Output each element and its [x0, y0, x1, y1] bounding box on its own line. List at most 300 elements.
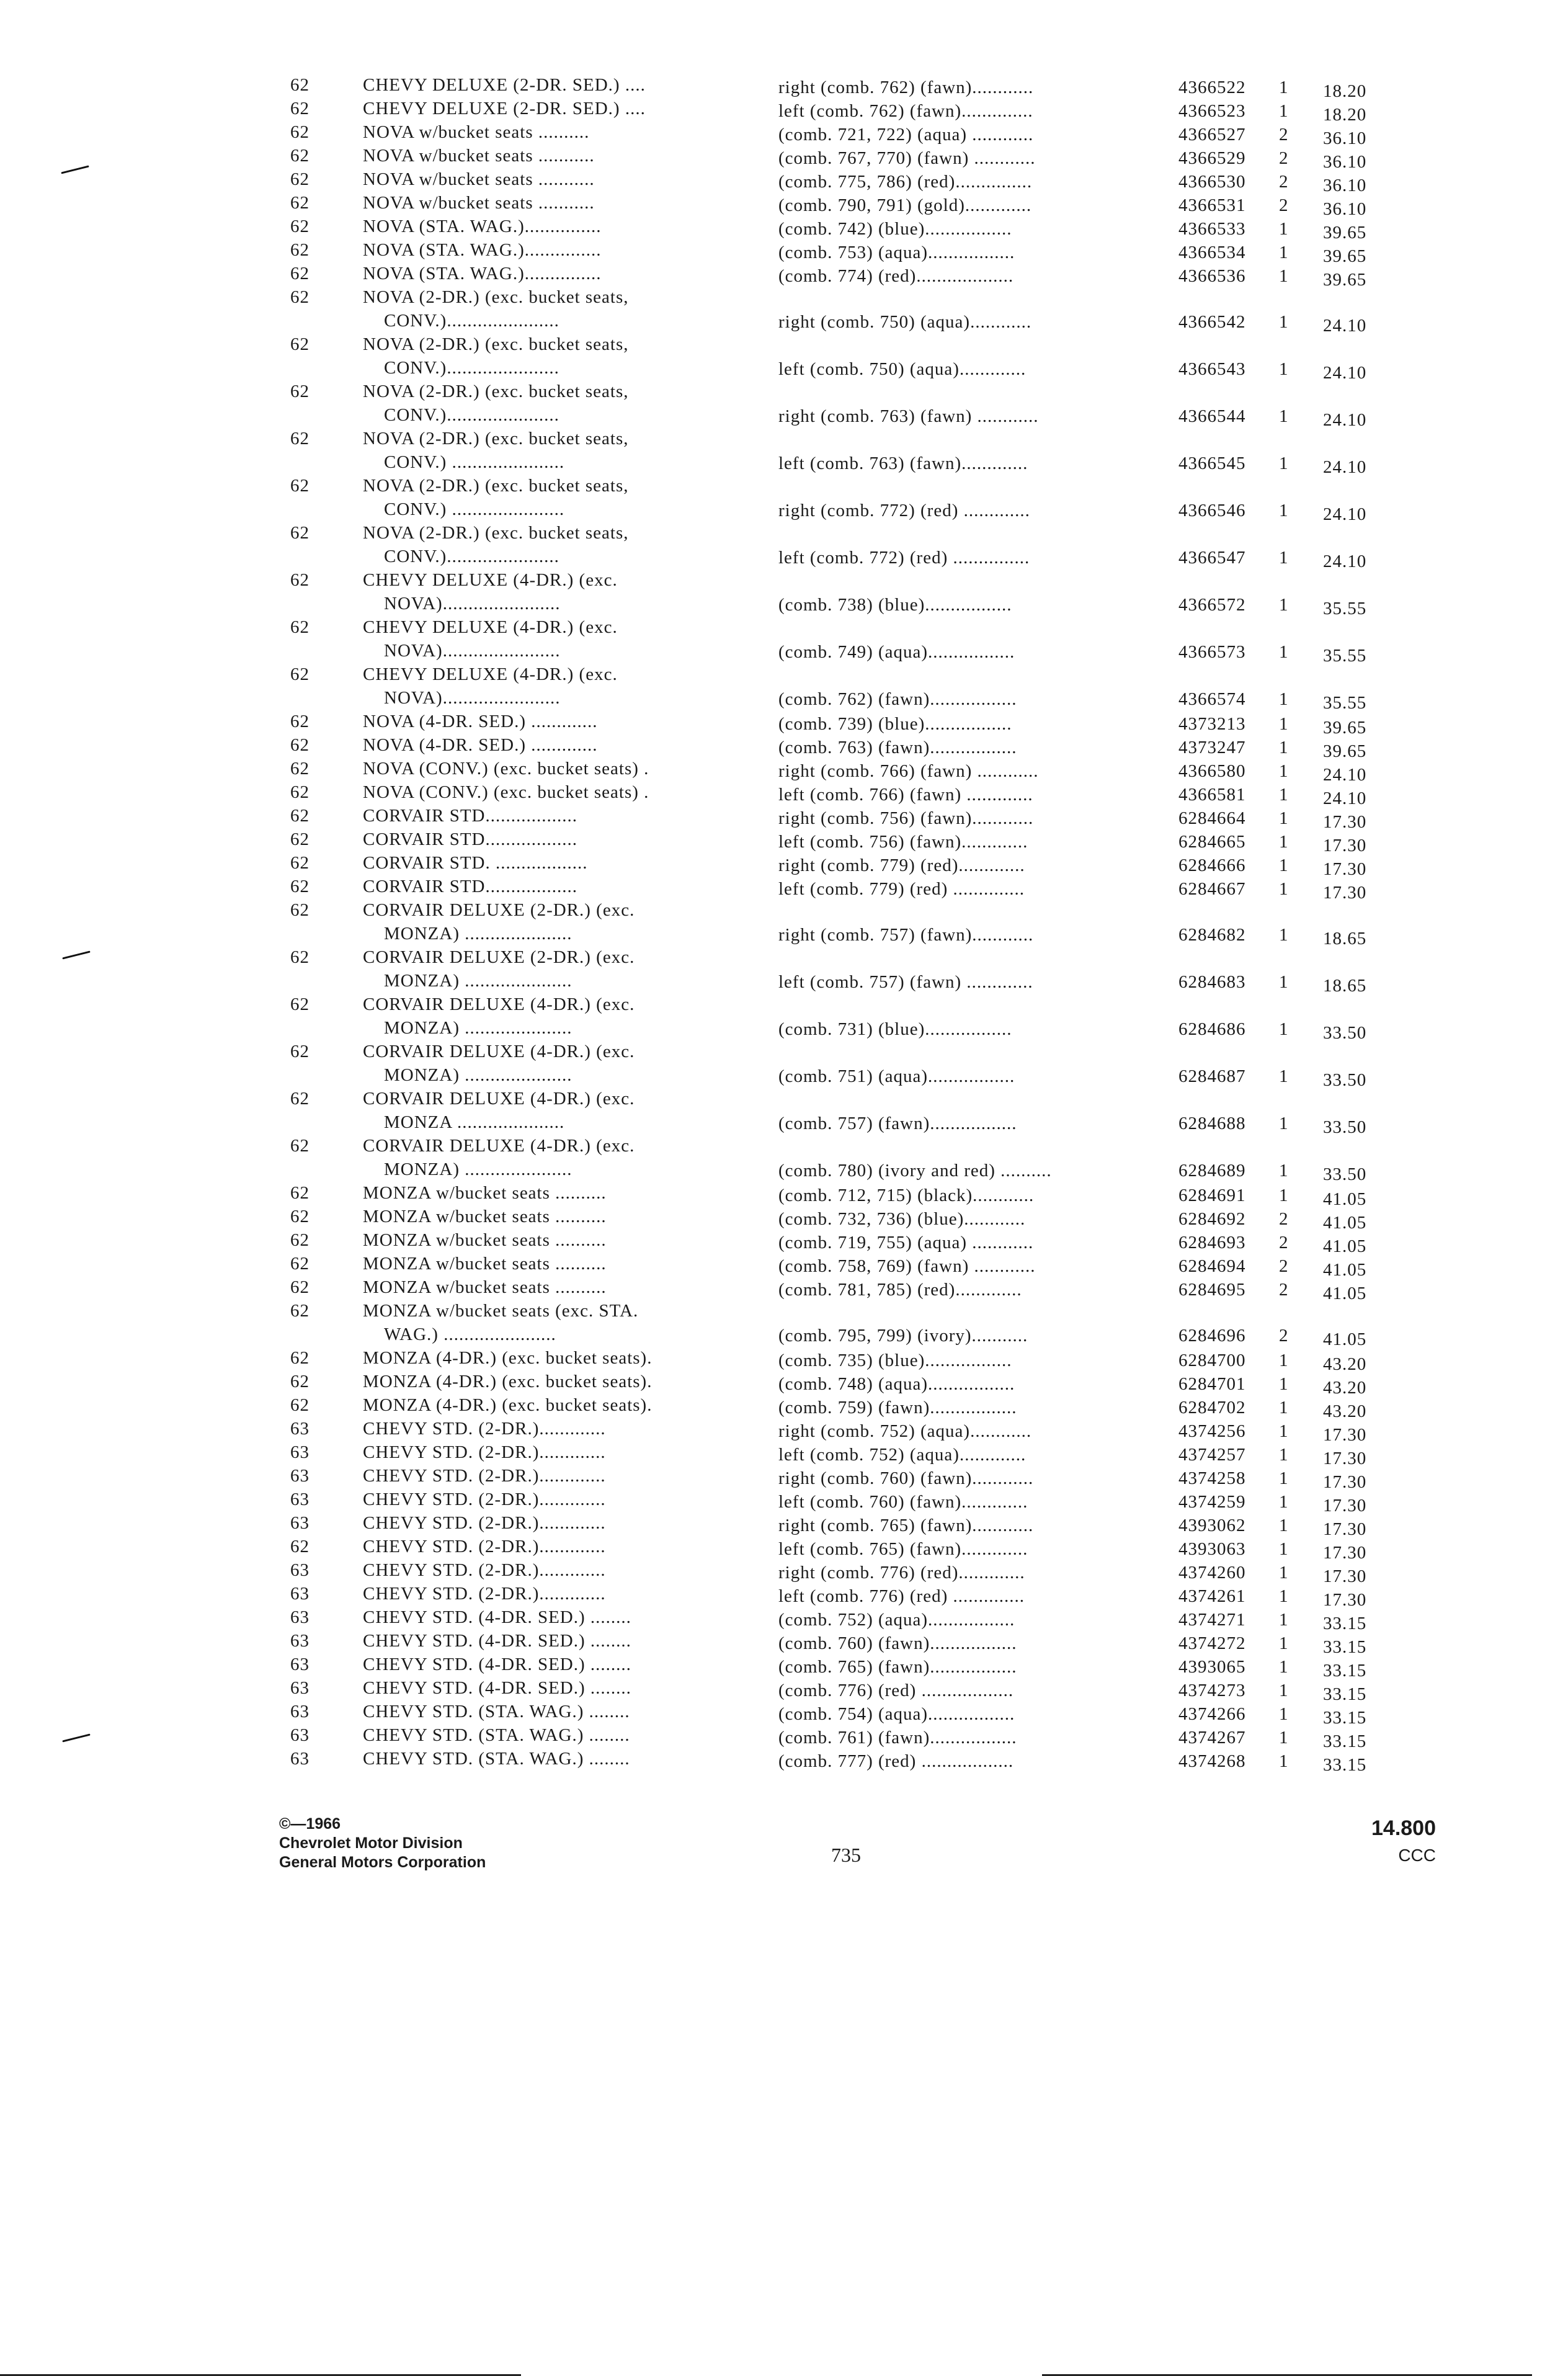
part-number: 6284686: [1178, 1019, 1246, 1039]
part-number: 4374260: [1178, 1563, 1246, 1583]
model-name: [363, 851, 726, 875]
table-row: [0, 1700, 1568, 1728]
model-name: [363, 120, 726, 144]
part-number: 4374259: [1178, 1492, 1246, 1512]
part-number: 6284692: [1178, 1209, 1246, 1229]
model-name: [363, 615, 726, 663]
model-name: [363, 73, 726, 97]
price: 41.05: [1323, 1236, 1367, 1256]
quantity: 2: [1279, 1280, 1289, 1300]
price: 18.20: [1323, 105, 1367, 125]
quantity: 1: [1279, 761, 1289, 781]
quantity: 1: [1279, 1398, 1289, 1418]
part-description: left (comb. 762) (fawn)..............: [778, 101, 1033, 121]
part-number: 4373213: [1178, 714, 1246, 734]
model-line-1: CHEVY STD. (2-DR.).............: [363, 1442, 606, 1462]
model-name: [363, 1228, 726, 1252]
price: 41.05: [1323, 1213, 1367, 1233]
part-number: 6284687: [1178, 1066, 1246, 1086]
price: 33.15: [1323, 1755, 1367, 1775]
part-number: 4366536: [1178, 266, 1246, 286]
model-line-1: CORVAIR STD..................: [363, 806, 577, 826]
part-number: 4366543: [1178, 359, 1246, 379]
table-row: [0, 875, 1568, 903]
part-description: (comb. 751) (aqua).................: [778, 1066, 1015, 1086]
model-line-1: NOVA w/bucket seats ...........: [363, 146, 595, 166]
model-name: [363, 1040, 726, 1087]
model-year: 62: [290, 1254, 310, 1274]
part-number: 6284664: [1178, 808, 1246, 828]
part-number: 4393062: [1178, 1516, 1246, 1535]
model-year: 62: [290, 947, 310, 967]
model-name: [363, 568, 726, 615]
price: 18.20: [1323, 81, 1367, 101]
quantity: 1: [1279, 1186, 1289, 1205]
model-year: 62: [290, 806, 310, 826]
price: 24.10: [1323, 363, 1367, 383]
model-line-1: CHEVY STD. (4-DR. SED.) ........: [363, 1607, 631, 1627]
model-line-1: CHEVY STD. (STA. WAG.) ........: [363, 1702, 630, 1722]
price: 17.30: [1323, 812, 1367, 832]
model-line-1: CORVAIR DELUXE (4-DR.) (exc.: [363, 1089, 635, 1109]
part-number: 4366533: [1178, 219, 1246, 239]
quantity: 1: [1279, 266, 1289, 286]
part-description: right (comb. 762) (fawn)............: [778, 78, 1034, 97]
model-line-1: CHEVY STD. (2-DR.).............: [363, 1560, 606, 1580]
part-number: 6284701: [1178, 1374, 1246, 1394]
part-description: (comb. 719, 755) (aqua) ............: [778, 1233, 1034, 1253]
table-row: [0, 1464, 1568, 1492]
model-year: 62: [290, 1136, 310, 1156]
quantity: 1: [1279, 785, 1289, 805]
quantity: 2: [1279, 172, 1289, 192]
model-line-1: CHEVY DELUXE (2-DR. SED.) ....: [363, 99, 646, 118]
model-line-1: NOVA w/bucket seats ...........: [363, 193, 595, 213]
model-line-1: NOVA (2-DR.) (exc. bucket seats,: [363, 523, 629, 543]
model-line-1: MONZA (4-DR.) (exc. bucket seats).: [363, 1372, 653, 1391]
price: 41.05: [1323, 1260, 1367, 1280]
model-year: 62: [290, 287, 310, 307]
part-description: right (comb. 765) (fawn)............: [778, 1516, 1034, 1535]
price: 17.30: [1323, 836, 1367, 855]
model-name: [363, 1370, 726, 1393]
table-row: [0, 167, 1568, 195]
model-name: [363, 427, 726, 474]
part-number: 4374268: [1178, 1751, 1246, 1771]
table-row: [0, 262, 1568, 290]
quantity: 1: [1279, 1704, 1289, 1724]
quantity: 1: [1279, 1374, 1289, 1394]
part-description: (comb. 763) (fawn).................: [778, 738, 1017, 757]
model-year: 62: [290, 900, 310, 920]
price: 33.15: [1323, 1637, 1367, 1657]
part-number: 4366546: [1178, 501, 1246, 520]
part-description: left (comb. 752) (aqua).............: [778, 1445, 1027, 1465]
table-row: [0, 851, 1568, 879]
model-line-2: WAG.) ......................: [384, 1324, 556, 1344]
section-code: 14.800: [1371, 1816, 1436, 1840]
model-name: [363, 1346, 726, 1370]
model-year: 63: [290, 1419, 310, 1439]
model-name: [363, 333, 726, 380]
part-description: (comb. 739) (blue).................: [778, 714, 1012, 734]
part-description: (comb. 749) (aqua).................: [778, 642, 1015, 662]
price: 17.30: [1323, 1449, 1367, 1468]
quantity: 1: [1279, 1161, 1289, 1181]
table-row: [0, 521, 1568, 571]
part-description: (comb. 742) (blue).................: [778, 219, 1012, 239]
model-year: 62: [290, 334, 310, 354]
quantity: 1: [1279, 1492, 1289, 1512]
quantity: 1: [1279, 1681, 1289, 1700]
part-description: left (comb. 763) (fawn).............: [778, 453, 1028, 473]
price: 24.10: [1323, 316, 1367, 336]
model-name: [363, 1205, 726, 1228]
price: 24.10: [1323, 552, 1367, 571]
quantity: 1: [1279, 1586, 1289, 1606]
model-line-1: CHEVY STD. (2-DR.).............: [363, 1513, 606, 1533]
model-line-1: NOVA (2-DR.) (exc. bucket seats,: [363, 382, 629, 401]
part-description: right (comb. 756) (fawn)............: [778, 808, 1034, 828]
model-name: [363, 144, 726, 167]
part-number: 6284689: [1178, 1161, 1246, 1181]
model-name: [363, 474, 726, 521]
table-row: [0, 615, 1568, 666]
model-name: [363, 262, 726, 285]
part-description: (comb. 777) (red) ..................: [778, 1751, 1014, 1771]
part-description: right (comb. 772) (red) .............: [778, 501, 1030, 520]
part-number: 6284691: [1178, 1186, 1246, 1205]
table-row: [0, 1275, 1568, 1303]
model-year: 62: [290, 523, 310, 543]
table-row: [0, 427, 1568, 477]
quantity: 1: [1279, 548, 1289, 568]
quantity: 1: [1279, 1445, 1289, 1465]
model-year: 63: [290, 1725, 310, 1745]
table-row: [0, 1417, 1568, 1445]
part-number: 4366530: [1178, 172, 1246, 192]
model-year: 62: [290, 759, 310, 779]
model-line-1: NOVA w/bucket seats ..........: [363, 122, 590, 142]
model-line-1: MONZA w/bucket seats ..........: [363, 1254, 607, 1274]
table-row: [0, 1181, 1568, 1209]
price: 17.30: [1323, 1566, 1367, 1586]
model-name: [363, 191, 726, 215]
model-line-2: CONV.)......................: [384, 358, 559, 378]
model-line-2: MONZA) .....................: [384, 1159, 572, 1179]
part-number: 6284688: [1178, 1114, 1246, 1133]
model-line-2: CONV.)......................: [384, 405, 559, 425]
part-description: left (comb. 756) (fawn).............: [778, 832, 1028, 852]
quantity: 1: [1279, 855, 1289, 875]
quantity: 2: [1279, 1326, 1289, 1346]
part-description: right (comb. 779) (red).............: [778, 855, 1025, 875]
price: 39.65: [1323, 718, 1367, 738]
part-description: (comb. 774) (red)...................: [778, 266, 1014, 286]
model-name: [363, 1606, 726, 1629]
part-number: 6284666: [1178, 855, 1246, 875]
price: 35.55: [1323, 693, 1367, 713]
price: 33.15: [1323, 1614, 1367, 1633]
model-line-2: NOVA).......................: [384, 594, 561, 614]
part-number: 4366581: [1178, 785, 1246, 805]
section-sub-code: CCC: [1398, 1846, 1436, 1865]
table-row: [0, 1653, 1568, 1681]
table-row: [0, 1393, 1568, 1421]
model-year: 62: [290, 664, 310, 684]
table-row: [0, 1040, 1568, 1090]
quantity: 2: [1279, 1233, 1289, 1253]
model-line-1: CHEVY STD. (2-DR.).............: [363, 1584, 606, 1604]
part-description: left (comb. 776) (red) ..............: [778, 1586, 1025, 1606]
table-row: [0, 1606, 1568, 1633]
quantity: 1: [1279, 78, 1289, 97]
part-number: 6284665: [1178, 832, 1246, 852]
part-number: 4366542: [1178, 312, 1246, 332]
price: 39.65: [1323, 741, 1367, 761]
quantity: 2: [1279, 125, 1289, 145]
table-row: [0, 804, 1568, 832]
part-description: right (comb. 752) (aqua)............: [778, 1421, 1032, 1441]
table-row: [0, 238, 1568, 266]
quantity: 1: [1279, 832, 1289, 852]
model-line-1: CORVAIR DELUXE (4-DR.) (exc.: [363, 994, 635, 1014]
quantity: 1: [1279, 1657, 1289, 1677]
table-row: [0, 380, 1568, 430]
model-line-1: NOVA (STA. WAG.)...............: [363, 217, 602, 236]
model-name: [363, 1700, 726, 1723]
copyright-line: ©—1966: [279, 1815, 341, 1833]
part-number: 6284694: [1178, 1256, 1246, 1276]
quantity: 2: [1279, 1209, 1289, 1229]
table-row: [0, 945, 1568, 996]
model-line-1: CHEVY STD. (STA. WAG.) ........: [363, 1725, 630, 1745]
part-description: (comb. 732, 736) (blue)............: [778, 1209, 1026, 1229]
part-description: (comb. 767, 770) (fawn) ............: [778, 148, 1036, 168]
part-number: 4374261: [1178, 1586, 1246, 1606]
table-row: [0, 1087, 1568, 1137]
quantity: 1: [1279, 1563, 1289, 1583]
part-number: 6284700: [1178, 1351, 1246, 1370]
part-description: left (comb. 772) (red) ...............: [778, 548, 1030, 568]
price: 33.50: [1323, 1023, 1367, 1043]
part-number: 4366527: [1178, 125, 1246, 145]
model-year: 62: [290, 829, 310, 849]
table-row: [0, 1747, 1568, 1775]
table-row: [0, 333, 1568, 383]
price: 24.10: [1323, 765, 1367, 785]
model-year: 62: [290, 1207, 310, 1226]
part-description: (comb. 754) (aqua).................: [778, 1704, 1015, 1724]
model-line-2: MONZA) .....................: [384, 1065, 572, 1085]
quantity: 1: [1279, 1610, 1289, 1630]
model-line-1: CORVAIR STD..................: [363, 877, 577, 896]
part-description: left (comb. 766) (fawn) .............: [778, 785, 1033, 805]
table-row: [0, 710, 1568, 738]
quantity: 1: [1279, 453, 1289, 473]
model-line-1: CORVAIR DELUXE (2-DR.) (exc.: [363, 947, 635, 967]
quantity: 1: [1279, 1728, 1289, 1748]
model-line-1: NOVA (STA. WAG.)...............: [363, 240, 602, 260]
model-line-1: NOVA (2-DR.) (exc. bucket seats,: [363, 334, 629, 354]
price: 33.15: [1323, 1731, 1367, 1751]
model-year: 63: [290, 1584, 310, 1604]
model-name: [363, 1417, 726, 1440]
quantity: 1: [1279, 879, 1289, 899]
model-line-2: MONZA) .....................: [384, 1018, 572, 1038]
price: 41.05: [1323, 1189, 1367, 1209]
part-number: 6284682: [1178, 925, 1246, 945]
part-description: (comb. 760) (fawn).................: [778, 1633, 1017, 1653]
price: 17.30: [1323, 1425, 1367, 1445]
part-description: (comb. 731) (blue).................: [778, 1019, 1012, 1039]
part-description: (comb. 790, 791) (gold).............: [778, 195, 1032, 215]
model-year: 62: [290, 853, 310, 873]
table-row: [0, 1535, 1568, 1563]
model-year: 62: [290, 782, 310, 802]
table-row: [0, 191, 1568, 219]
model-name: [363, 238, 726, 262]
price: 17.30: [1323, 1496, 1367, 1516]
price: 33.50: [1323, 1070, 1367, 1090]
table-row: [0, 1299, 1568, 1349]
model-name: [363, 780, 726, 804]
model-year: 62: [290, 240, 310, 260]
part-description: (comb. 780) (ivory and red) ..........: [778, 1161, 1052, 1181]
price: 35.55: [1323, 599, 1367, 619]
table-row: [0, 474, 1568, 524]
part-description: (comb. 761) (fawn).................: [778, 1728, 1017, 1748]
model-line-1: MONZA (4-DR.) (exc. bucket seats).: [363, 1348, 653, 1368]
quantity: 1: [1279, 1066, 1289, 1086]
model-line-1: MONZA (4-DR.) (exc. bucket seats).: [363, 1395, 653, 1415]
part-description: left (comb. 750) (aqua).............: [778, 359, 1027, 379]
table-row: [0, 1252, 1568, 1280]
model-line-1: CHEVY DELUXE (4-DR.) (exc.: [363, 664, 618, 684]
model-year: 63: [290, 1513, 310, 1533]
price: 36.10: [1323, 176, 1367, 195]
model-year: 63: [290, 1560, 310, 1580]
model-name: [363, 945, 726, 993]
model-year: 63: [290, 1678, 310, 1698]
part-description: (comb. 753) (aqua).................: [778, 243, 1015, 262]
model-year: 63: [290, 1466, 310, 1486]
part-number: 4374257: [1178, 1445, 1246, 1465]
price: 41.05: [1323, 1329, 1367, 1349]
model-name: [363, 1629, 726, 1653]
part-description: (comb. 712, 715) (black)............: [778, 1186, 1035, 1205]
model-name: [363, 1511, 726, 1535]
quantity: 1: [1279, 406, 1289, 426]
part-number: 4366523: [1178, 101, 1246, 121]
part-number: 6284683: [1178, 972, 1246, 992]
price: 43.20: [1323, 1401, 1367, 1421]
quantity: 1: [1279, 972, 1289, 992]
model-name: [363, 1299, 726, 1346]
model-name: [363, 663, 726, 710]
model-line-1: CORVAIR DELUXE (4-DR.) (exc.: [363, 1042, 635, 1061]
model-name: [363, 1252, 726, 1275]
model-name: [363, 804, 726, 828]
model-name: [363, 167, 726, 191]
model-name: [363, 215, 726, 238]
model-line-1: CHEVY STD. (4-DR. SED.) ........: [363, 1678, 631, 1698]
table-row: [0, 1346, 1568, 1374]
model-name: [363, 875, 726, 898]
model-year: 63: [290, 1631, 310, 1651]
table-row: [0, 1228, 1568, 1256]
part-number: 4366574: [1178, 689, 1246, 709]
price: 17.30: [1323, 1590, 1367, 1610]
table-row: [0, 1134, 1568, 1184]
price: 41.05: [1323, 1284, 1367, 1303]
model-name: [363, 97, 726, 120]
model-line-1: CHEVY DELUXE (4-DR.) (exc.: [363, 617, 618, 637]
table-row: [0, 757, 1568, 785]
model-year: 62: [290, 1089, 310, 1109]
price: 17.30: [1323, 859, 1367, 879]
table-row: [0, 73, 1568, 101]
model-line-2: CONV.) ......................: [384, 499, 565, 519]
model-year: 62: [290, 1395, 310, 1415]
model-line-1: NOVA (2-DR.) (exc. bucket seats,: [363, 287, 629, 307]
page-number: 735: [831, 1844, 861, 1866]
model-line-1: CHEVY STD. (2-DR.).............: [363, 1489, 606, 1509]
model-line-2: CONV.)......................: [384, 547, 559, 566]
model-line-1: NOVA (2-DR.) (exc. bucket seats,: [363, 476, 629, 496]
table-row: [0, 1440, 1568, 1468]
part-number: 4393063: [1178, 1539, 1246, 1559]
quantity: 2: [1279, 148, 1289, 168]
quantity: 1: [1279, 1516, 1289, 1535]
model-name: [363, 710, 726, 733]
part-description: right (comb. 757) (fawn)............: [778, 925, 1034, 945]
model-line-1: NOVA (4-DR. SED.) .............: [363, 712, 598, 731]
model-name: [363, 993, 726, 1040]
model-name: [363, 1393, 726, 1417]
model-name: [363, 1535, 726, 1558]
model-line-1: MONZA w/bucket seats ..........: [363, 1183, 607, 1203]
price: 33.50: [1323, 1117, 1367, 1137]
part-description: left (comb. 765) (fawn).............: [778, 1539, 1028, 1559]
model-line-1: NOVA w/bucket seats ...........: [363, 169, 595, 189]
model-name: [363, 1275, 726, 1299]
quantity: 1: [1279, 1114, 1289, 1133]
model-name: [363, 1558, 726, 1582]
model-year: 62: [290, 1277, 310, 1297]
part-number: 4366580: [1178, 761, 1246, 781]
model-line-1: NOVA (2-DR.) (exc. bucket seats,: [363, 429, 629, 449]
model-line-1: NOVA (4-DR. SED.) .............: [363, 735, 598, 755]
price: 39.65: [1323, 246, 1367, 266]
quantity: 2: [1279, 1256, 1289, 1276]
part-description: right (comb. 763) (fawn) ............: [778, 406, 1039, 426]
price: 35.55: [1323, 646, 1367, 666]
part-description: (comb. 738) (blue).................: [778, 595, 1012, 615]
table-row: [0, 568, 1568, 619]
price: 33.50: [1323, 1164, 1367, 1184]
model-name: [363, 1653, 726, 1676]
model-year: 62: [290, 193, 310, 213]
table-row: [0, 993, 1568, 1043]
model-year: 62: [290, 1183, 310, 1203]
part-description: (comb. 752) (aqua).................: [778, 1610, 1015, 1630]
part-description: (comb. 759) (fawn).................: [778, 1398, 1017, 1418]
part-number: 6284667: [1178, 879, 1246, 899]
table-row: [0, 215, 1568, 243]
table-row: [0, 1629, 1568, 1657]
quantity: 1: [1279, 101, 1289, 121]
